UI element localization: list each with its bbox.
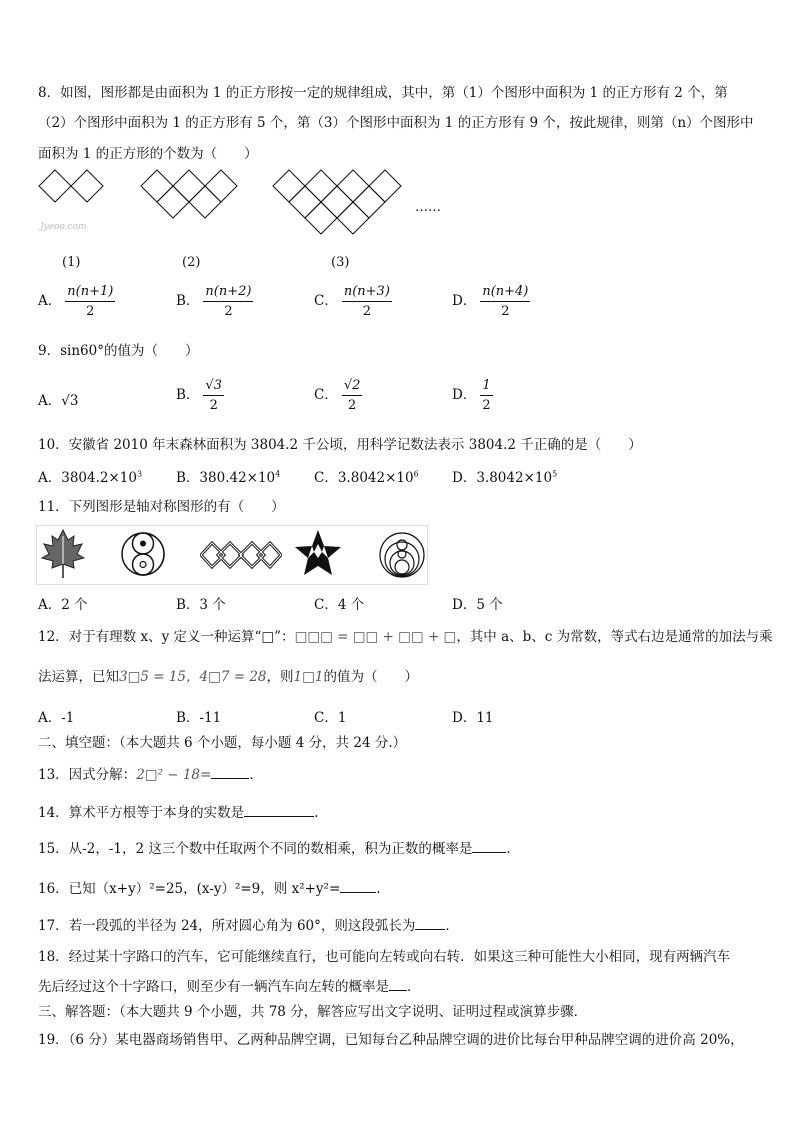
operator-symbol: □ [261, 629, 275, 645]
q8-option-d[interactable] [452, 284, 530, 319]
section-2-heading: 二、填空题：（本大题共 6 个小题，每小题 4 分，共 24 分.） [38, 735, 407, 751]
q13-answer-blank[interactable] [211, 764, 249, 779]
fraction: $\frac{n(n+3)}{2}$ [343, 284, 390, 319]
concentric-circles-icon [378, 528, 426, 582]
option-label: D． [452, 387, 477, 403]
option-label: A． [38, 293, 62, 309]
option-label: D． [452, 293, 477, 309]
option-value: √3 [61, 393, 79, 409]
q18-line-2: 先后经过这个十字路口，则至少有一辆汽车向左转的概率是 ． [38, 976, 421, 996]
q10-option-d[interactable]: D．$3.8042\times 10^5$ [452, 469, 558, 486]
q10-option-a[interactable]: A．$3804.2\times 10^3$ [38, 469, 143, 486]
q16-answer-blank[interactable] [340, 878, 376, 893]
q8-line-1: 8．如图，图形都是由面积为 1 的正方形按一定的规律组成，其中，第（1）个图形中面积为 1 的正方形有 2 个，第 [38, 85, 728, 101]
q10-stem: 10．安徽省 2010 年末森林面积为 3804.2 千公顷，用科学记数法表示 3804.2 千正确的是（ ） [38, 437, 642, 453]
q8-figure-2 [140, 168, 244, 224]
q9-stem: 9．sin60°的值为（ ） [38, 343, 199, 359]
option-label: C． [314, 387, 338, 403]
q9-option-d[interactable] [452, 378, 493, 413]
option-label: C． [314, 293, 338, 309]
q8-caption-3: (3) [331, 255, 350, 270]
q12-line-2: 法运算，已知3□5 = 15，4□7 = 28，则1□1的值为（ ） [38, 669, 418, 685]
q13-expression: 2□² − 18= [136, 767, 212, 783]
fraction: $\frac{1}{2}$ [482, 378, 491, 413]
knot-pattern-icon [200, 538, 282, 572]
q17-answer-blank[interactable] [415, 915, 445, 930]
q13: 13．因式分解：2□² − 18= ． [38, 764, 263, 784]
q10-option-b[interactable]: B．$380.42\times 10^4$ [176, 469, 281, 486]
q12-option-b[interactable]: B．-11 [176, 710, 222, 726]
q8-ellipsis: …… [415, 200, 441, 215]
q14-answer-blank[interactable] [244, 802, 314, 817]
star-icon [294, 528, 342, 578]
q18-answer-blank[interactable] [389, 976, 407, 991]
q11-option-b[interactable]: B．3 个 [176, 597, 226, 613]
q8-line-3: 面积为 1 的正方形的个数为（ ） [38, 146, 258, 162]
option-label: B． [176, 293, 200, 309]
q14: 14．算术平方根等于本身的实数是 . [38, 802, 318, 822]
q8-figure-1 [38, 168, 108, 208]
q11-option-a[interactable]: A．2 个 [38, 597, 88, 613]
option-label: B． [176, 387, 200, 403]
q11-option-c[interactable]: C．4 个 [314, 597, 365, 613]
q9-option-b[interactable] [176, 378, 224, 413]
q8-line-2: （2）个图形中面积为 1 的正方形有 5 个，第（3）个图形中面积为 1 的正方形有 9 个，按此规律，则第（n）个图形中 [38, 115, 754, 131]
watermark: Jyeoo.com [40, 222, 87, 232]
fraction: $\frac{√2}{2}$ [343, 378, 361, 413]
option-label: A． [38, 393, 62, 409]
q8-caption-2: (2) [182, 255, 201, 270]
q11-stem: 11．下列图形是轴对称图形的有（ ） [38, 499, 285, 515]
fraction: $\frac{n(n+1)}{2}$ [67, 284, 114, 319]
q12-option-a[interactable]: A．-1 [38, 710, 75, 726]
q12-line-1: 12．对于有理数 x、y 定义一种运算“□”：□□□ = □□ + □□ + □，其中 a、b、c 为常数，等式右边是通常的加法与乘 [38, 629, 773, 645]
q11-option-d[interactable]: D．5 个 [452, 597, 503, 613]
q8-caption-1: (1) [62, 255, 81, 270]
q15: 15．从-2，-1，2 这三个数中任取两个不同的数相乘，积为正数的概率是 . [38, 838, 511, 858]
section-3-heading: 三、解答题：（本大题共 9 个小题，共 78 分，解答应写出文字说明、证明过程或演算步骤． [38, 1004, 588, 1020]
maple-leaf-icon [40, 528, 86, 580]
q15-answer-blank[interactable] [472, 838, 506, 853]
fraction: $\frac{n(n+2)}{2}$ [205, 284, 252, 319]
q12-option-c[interactable]: C．1 [314, 710, 347, 726]
q9-option-a[interactable] [38, 389, 78, 409]
q12-option-d[interactable]: D．11 [452, 710, 494, 726]
yin-yang-icon [118, 530, 168, 578]
asked-expression: 1□1 [293, 669, 324, 685]
operation-formula: □□□ = □□ + □□ + □ [294, 629, 457, 645]
q8-option-b[interactable] [176, 284, 253, 319]
q16: 16．已知（x+y）²=25，(x-y）²=9，则 x²+y²= ． [38, 878, 390, 898]
q17: 17．若一段弧的半径为 24，所对圆心角为 60°，则这段弧长为 ． [38, 915, 459, 935]
q8-figure-3 [272, 168, 408, 240]
q19-stem: 19．（6 分）某电器商场销售甲、乙两种品牌空调，已知每台乙种品牌空调的进价比每台甲种品牌空调的进价高 20%， [38, 1032, 744, 1048]
q10-option-c[interactable]: C．$3.8042\times 10^6$ [314, 469, 419, 486]
fraction: $\frac{√3}{2}$ [205, 378, 222, 413]
q9-option-c[interactable] [314, 378, 362, 413]
fraction: $\frac{n(n+4)}{2}$ [482, 284, 529, 319]
q8-option-c[interactable] [314, 284, 392, 319]
q18-line-1: 18．经过某十字路口的汽车，它可能继续直行，也可能向左转或向右转．如果这三种可能性大小相同，现有两辆汽车 [38, 949, 731, 965]
given-values: 3□5 = 15，4□7 = 28 [119, 669, 267, 685]
q8-option-a[interactable] [38, 284, 115, 319]
